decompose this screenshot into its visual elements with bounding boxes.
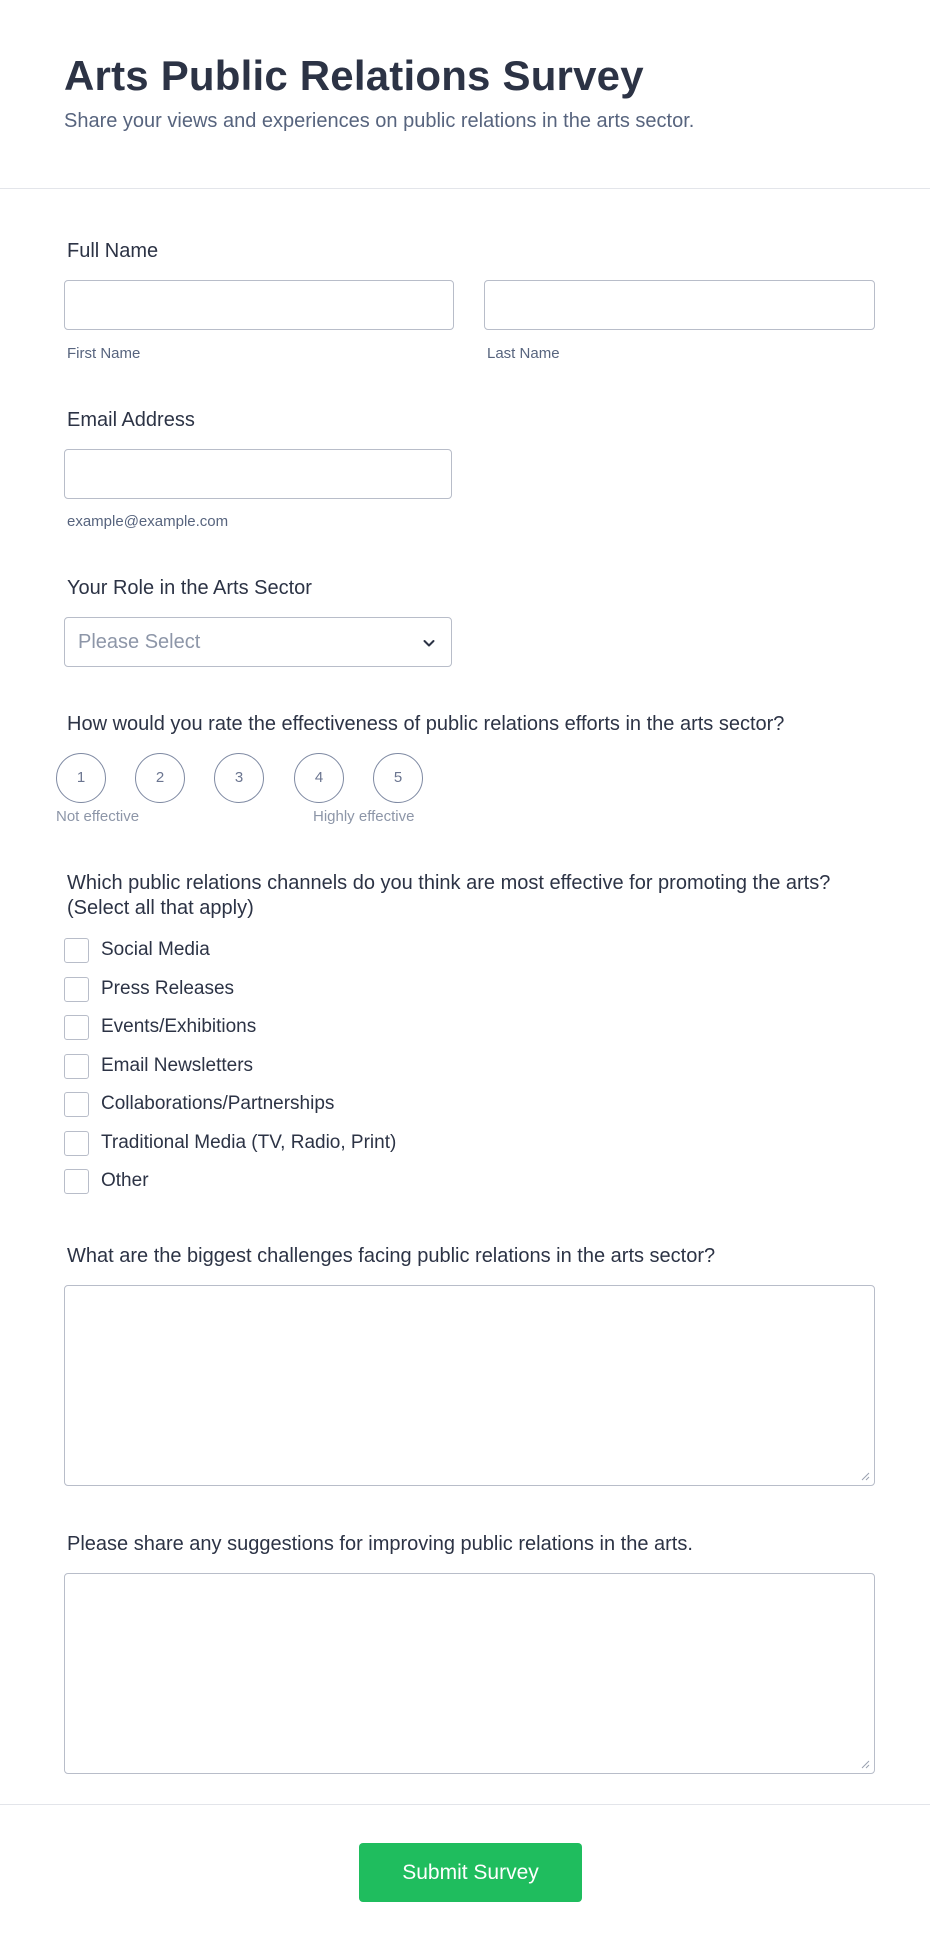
full-name-label: Full Name xyxy=(67,240,159,262)
role-select-value: Please Select xyxy=(78,631,201,653)
option-label: Press Releases xyxy=(101,978,235,999)
challenges-textarea[interactable] xyxy=(64,1285,875,1486)
option-label: Other xyxy=(101,1170,149,1191)
rating-option-label: 3 xyxy=(234,769,244,786)
rating-option-3[interactable] xyxy=(214,753,264,803)
email-input[interactable] xyxy=(64,449,452,499)
rating-low-caption: Not effective xyxy=(56,808,140,825)
email-sublabel: example@example.com xyxy=(67,513,229,530)
email-label: Email Address xyxy=(67,409,195,431)
last-name-sublabel: Last Name xyxy=(487,345,560,362)
checkbox[interactable] xyxy=(64,938,89,963)
rating-option-5[interactable] xyxy=(373,753,423,803)
rating-option-label: 2 xyxy=(155,769,165,786)
checkbox[interactable] xyxy=(64,1169,89,1194)
checkbox[interactable] xyxy=(64,1092,89,1117)
rating-option-label: 1 xyxy=(76,769,86,786)
form-header xyxy=(0,0,930,189)
checkbox[interactable] xyxy=(64,1054,89,1079)
rating-option-label: 4 xyxy=(314,769,324,786)
first-name-sublabel: First Name xyxy=(67,345,141,362)
rating-label: How would you rate the effectiveness of public relations efforts in the arts sector? xyxy=(67,713,785,735)
resize-grip-icon[interactable] xyxy=(860,1759,870,1769)
rating-option-4[interactable] xyxy=(294,753,344,803)
channels-label: Which public relations channels do you think are most effective for promoting the arts? (Select all that apply) xyxy=(67,872,831,919)
submit-survey-button[interactable]: Submit Survey xyxy=(359,1843,582,1902)
checkbox[interactable] xyxy=(64,1131,89,1156)
checkbox[interactable] xyxy=(64,977,89,1002)
rating-option-2[interactable] xyxy=(135,753,185,803)
challenges-label: What are the biggest challenges facing public relations in the arts sector? xyxy=(67,1245,716,1267)
first-name-input[interactable] xyxy=(64,280,454,330)
rating-option-1[interactable] xyxy=(56,753,106,803)
option-label: Social Media xyxy=(101,939,210,960)
role-select[interactable] xyxy=(64,617,452,667)
suggestions-label: Please share any suggestions for improving public relations in the arts. xyxy=(67,1533,693,1555)
rating-option-label: 5 xyxy=(393,769,403,786)
footer-divider xyxy=(0,1804,930,1805)
option-label: Collaborations/Partnerships xyxy=(101,1093,335,1114)
resize-grip-icon[interactable] xyxy=(860,1471,870,1481)
chevron-down-icon xyxy=(421,635,437,651)
suggestions-textarea[interactable] xyxy=(64,1573,875,1774)
option-label: Email Newsletters xyxy=(101,1055,254,1076)
form-title: Arts Public Relations Survey xyxy=(64,52,644,99)
rating-high-caption: Highly effective xyxy=(313,808,415,825)
form-subtitle: Share your views and experiences on public relations in the arts sector. xyxy=(64,110,695,132)
role-label: Your Role in the Arts Sector xyxy=(67,577,312,599)
option-label: Traditional Media (TV, Radio, Print) xyxy=(101,1132,397,1153)
last-name-input[interactable] xyxy=(484,280,875,330)
option-label: Events/Exhibitions xyxy=(101,1016,257,1037)
checkbox[interactable] xyxy=(64,1015,89,1040)
